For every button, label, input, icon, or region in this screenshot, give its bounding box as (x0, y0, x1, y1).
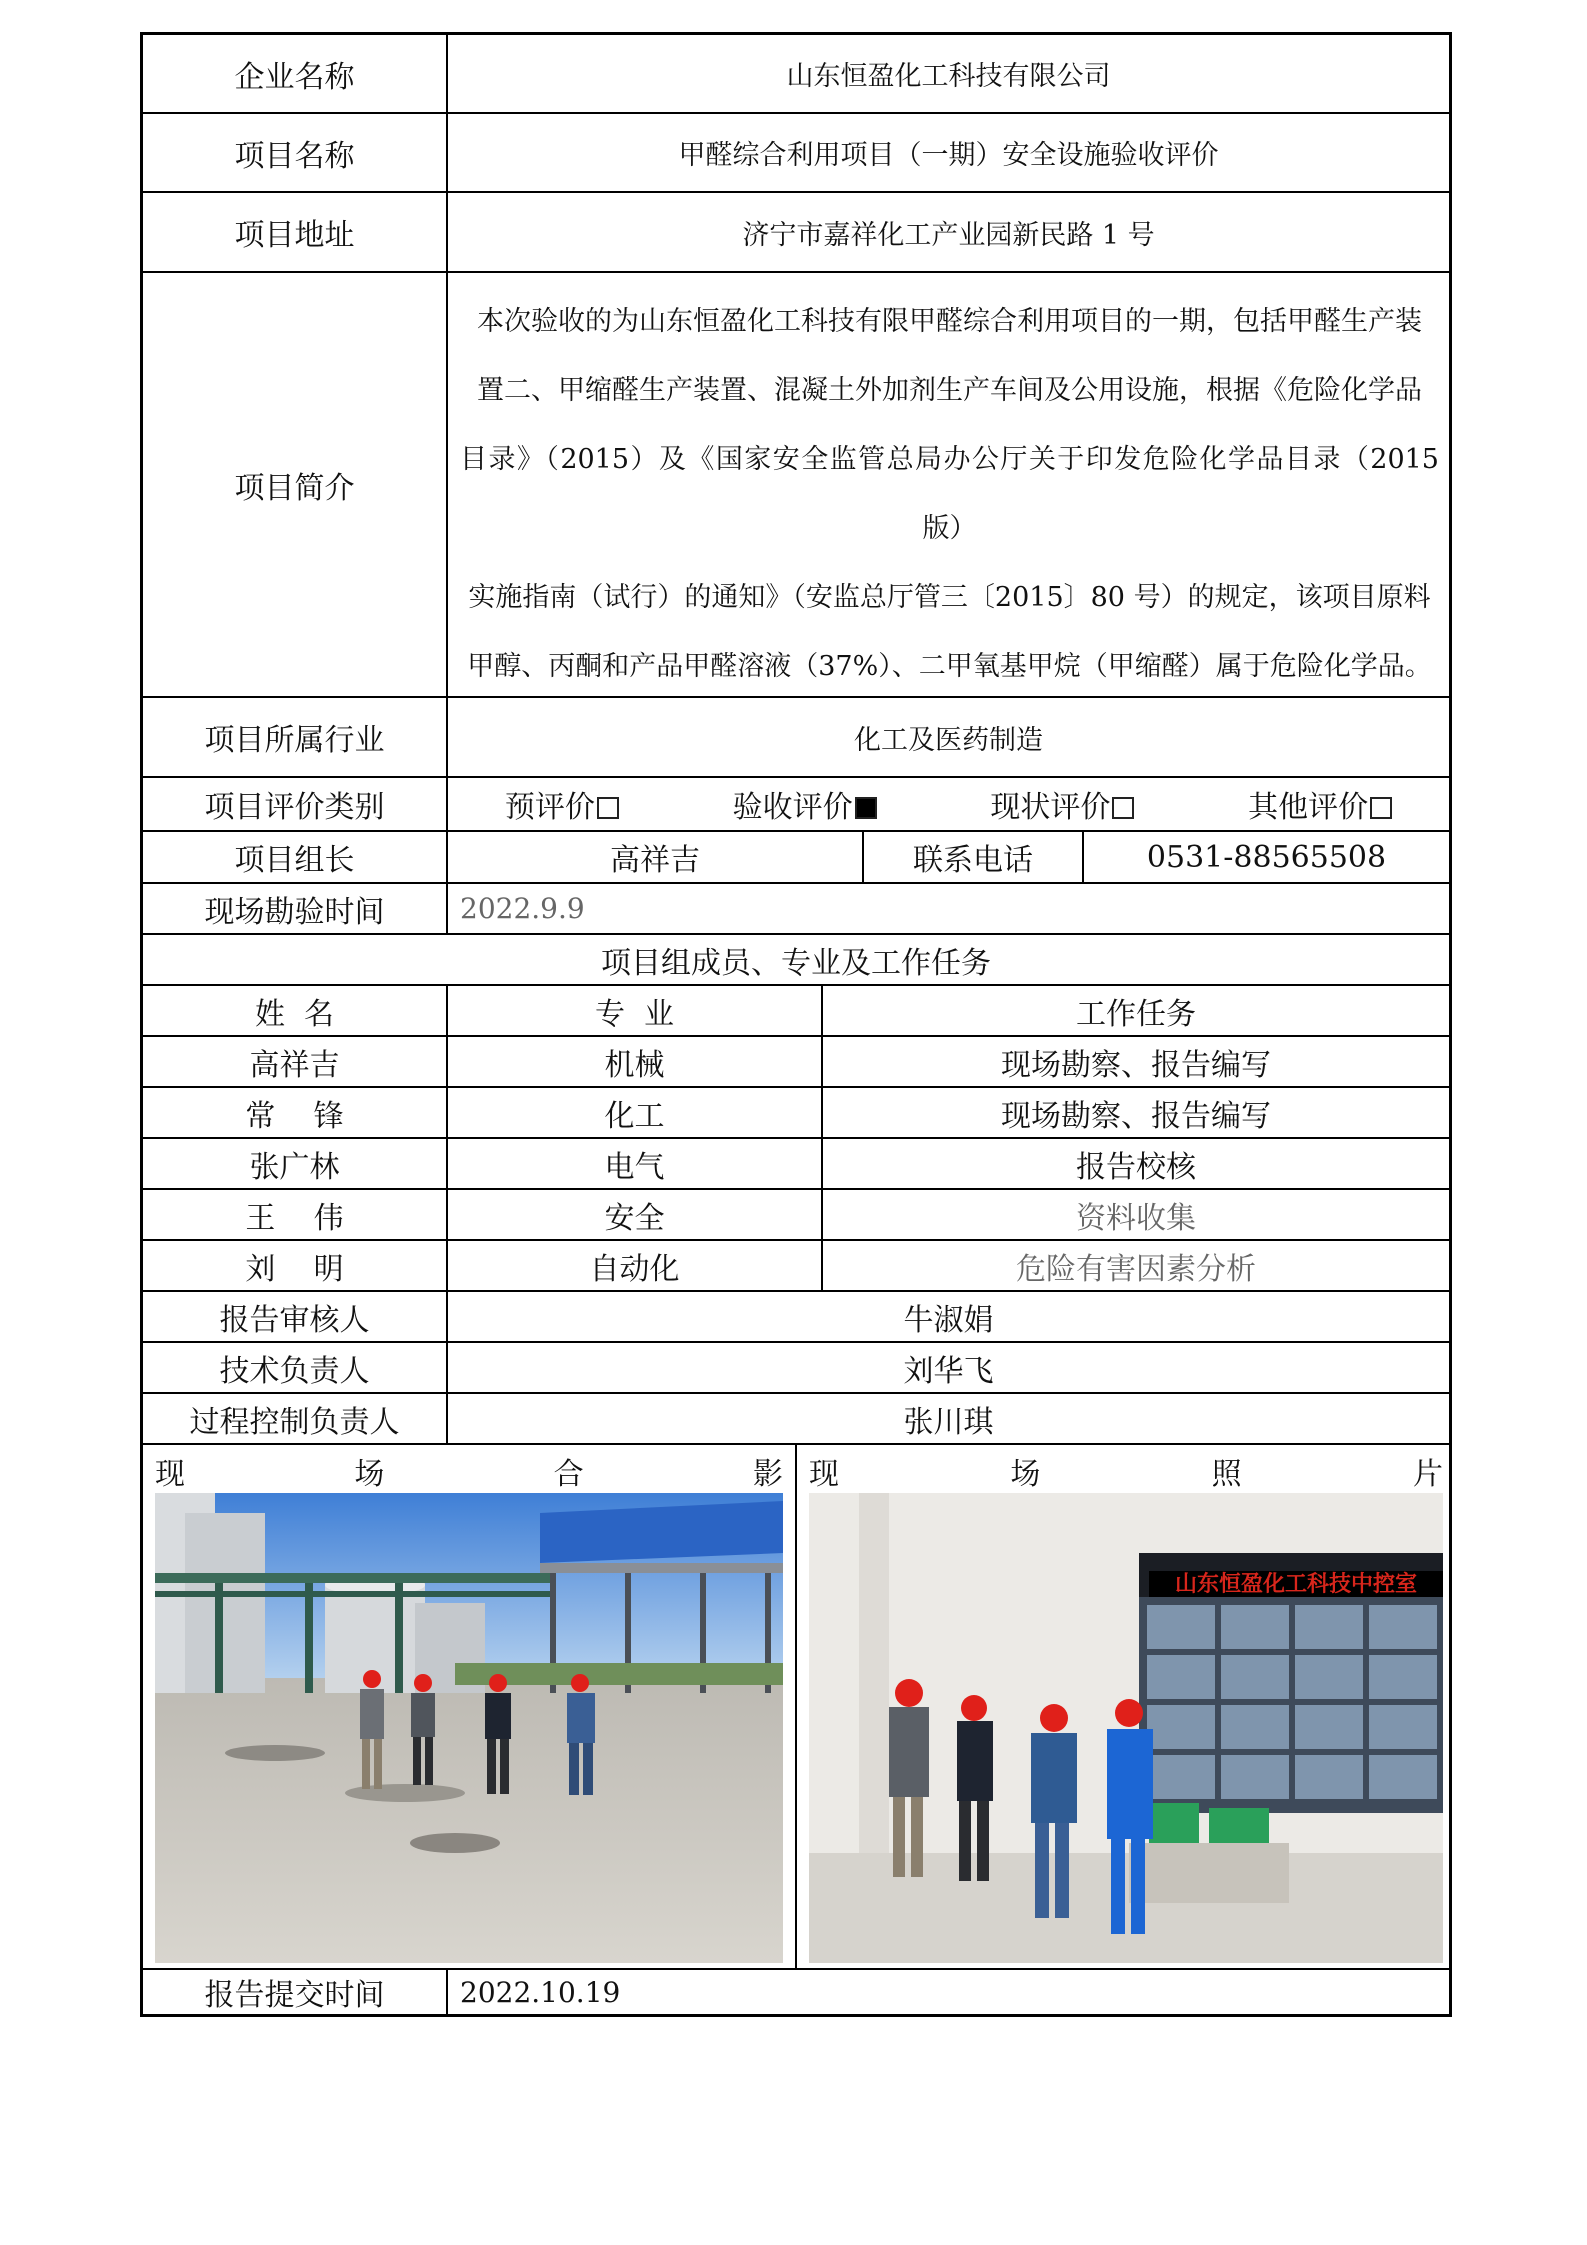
intro-line: 本次验收的为山东恒盈化工科技有限甲醛综合利用项目的一期，包括甲醛生产装 (477, 306, 1422, 337)
eval-option-status[interactable] (990, 782, 1134, 826)
eval-option-pre[interactable] (505, 782, 619, 826)
info-form-table (140, 32, 1452, 2017)
control-room-sign: 山东恒盈化工科技中控室 (1149, 1571, 1443, 1597)
col-header-task: 工作任务 (821, 986, 1449, 1035)
caption-char: 照 (1211, 1457, 1242, 1492)
row-industry (143, 698, 1449, 778)
member-task: 报告校核 (821, 1139, 1449, 1188)
intro-line: 置二、甲缩醛生产装置、混凝土外加剂生产车间及公用设施，根据《危险化学品 (477, 375, 1422, 406)
industry-value: 化工及医药制造 (446, 698, 1449, 776)
process-lead-label: 过程控制负责人 (189, 1404, 400, 1440)
leader-value: 高祥吉 (446, 832, 862, 882)
project-intro-label: 项目简介 (234, 470, 355, 506)
eval-option-label: 现状评价 (990, 790, 1111, 825)
project-address-value: 济宁市嘉祥化工产业园新民路 1 号 (446, 193, 1449, 271)
row-company (143, 35, 1449, 114)
intro-line: 实施指南（试行）的通知》（安监总厅管三〔2015〕80 号）的规定，该项目原料 (468, 582, 1431, 613)
member-major: 化工 (446, 1088, 821, 1137)
eval-option-label: 验收评价 (732, 790, 853, 825)
row-survey-time (143, 884, 1449, 935)
member-task: 资料收集 (821, 1190, 1449, 1239)
checkbox-unchecked-icon[interactable] (1370, 797, 1392, 819)
intro-line: 甲醇、丙酮和产品甲醛溶液（37%）、二甲氧基甲烷（甲缩醛）属于危险化学品。 (467, 651, 1432, 682)
tech-lead-label: 技术负责人 (219, 1353, 370, 1389)
col-header-major: 专 业 (446, 986, 821, 1035)
table-row (143, 1088, 1449, 1139)
member-major: 电气 (446, 1139, 821, 1188)
group-photo (155, 1493, 783, 1963)
phone-label: 联系电话 (862, 832, 1082, 882)
eval-option-other[interactable] (1248, 782, 1392, 826)
tech-lead-value: 刘华飞 (446, 1343, 1449, 1392)
caption-char: 现 (809, 1457, 839, 1492)
eval-option-label: 其他评价 (1248, 790, 1369, 825)
group-photo-caption (155, 1449, 783, 1492)
row-project-address (143, 193, 1449, 273)
caption-char: 场 (354, 1457, 385, 1492)
row-photos (143, 1445, 1449, 1970)
checkbox-unchecked-icon[interactable] (1112, 797, 1134, 819)
member-name: 常 锋 (245, 1098, 344, 1134)
row-leader (143, 832, 1449, 884)
project-intro-text (460, 287, 1439, 696)
caption-char: 合 (553, 1457, 584, 1492)
company-value: 山东恒盈化工科技有限公司 (446, 35, 1449, 112)
table-row (143, 1241, 1449, 1292)
members-section-title: 项目组成员、专业及工作任务 (601, 945, 991, 981)
row-reviewer (143, 1292, 1449, 1343)
table-row (143, 1190, 1449, 1241)
industry-label: 项目所属行业 (204, 723, 385, 758)
eval-option-label: 预评价 (504, 790, 595, 825)
eval-option-acceptance[interactable] (733, 782, 877, 826)
intro-line: 目录》（2015）及《国家安全监管总局办公厅关于印发危险化学品目录（2015 版） (460, 444, 1439, 544)
member-major: 安全 (446, 1190, 821, 1239)
photo-divider (795, 1445, 797, 1968)
reviewer-label: 报告审核人 (219, 1302, 370, 1338)
submit-time-value: 2022.10.19 (446, 1970, 1449, 2014)
eval-type-label: 项目评价类别 (204, 790, 385, 825)
member-name: 刘 明 (245, 1251, 344, 1287)
control-room-photo (809, 1493, 1443, 1963)
member-name: 张广林 (249, 1149, 340, 1185)
row-process-lead (143, 1394, 1449, 1445)
survey-time-value: 2022.9.9 (446, 884, 1449, 933)
row-project-intro (143, 273, 1449, 698)
member-name: 王 伟 (245, 1200, 344, 1236)
member-major: 自动化 (446, 1241, 821, 1290)
member-task: 现场勘察、报告编写 (821, 1088, 1449, 1137)
project-intro-body (446, 273, 1449, 696)
member-major: 机械 (446, 1037, 821, 1086)
phone-value: 0531-88565508 (1082, 832, 1449, 882)
project-name-value: 甲醛综合利用项目（一期）安全设施验收评价 (446, 114, 1449, 191)
survey-time-label: 现场勘验时间 (204, 894, 385, 930)
submit-time-label: 报告提交时间 (204, 1978, 385, 2013)
table-row (143, 1037, 1449, 1088)
row-project-name (143, 114, 1449, 193)
member-task: 危险有害因素分析 (821, 1241, 1449, 1290)
project-address-label: 项目地址 (234, 218, 355, 253)
reviewer-value: 牛淑娟 (446, 1292, 1449, 1341)
caption-char: 场 (1010, 1457, 1041, 1492)
site-photo-caption (809, 1449, 1443, 1492)
row-tech-lead (143, 1343, 1449, 1394)
row-members-title (143, 935, 1449, 986)
member-name: 高祥吉 (249, 1047, 340, 1083)
row-submit-time (143, 1970, 1449, 2014)
caption-char: 现 (155, 1457, 185, 1492)
col-header-name: 姓 名 (254, 996, 335, 1032)
company-label: 企业名称 (234, 59, 355, 95)
caption-char: 片 (1412, 1457, 1443, 1492)
process-lead-value: 张川琪 (446, 1394, 1449, 1443)
member-task: 现场勘察、报告编写 (821, 1037, 1449, 1086)
checkbox-checked-icon[interactable] (855, 797, 877, 819)
eval-type-options (446, 778, 1449, 830)
table-row (143, 1139, 1449, 1190)
row-members-header (143, 986, 1449, 1037)
checkbox-unchecked-icon[interactable] (597, 797, 619, 819)
row-eval-type (143, 778, 1449, 832)
project-name-label: 项目名称 (234, 138, 355, 174)
caption-char: 影 (752, 1457, 783, 1492)
leader-label: 项目组长 (234, 843, 355, 878)
